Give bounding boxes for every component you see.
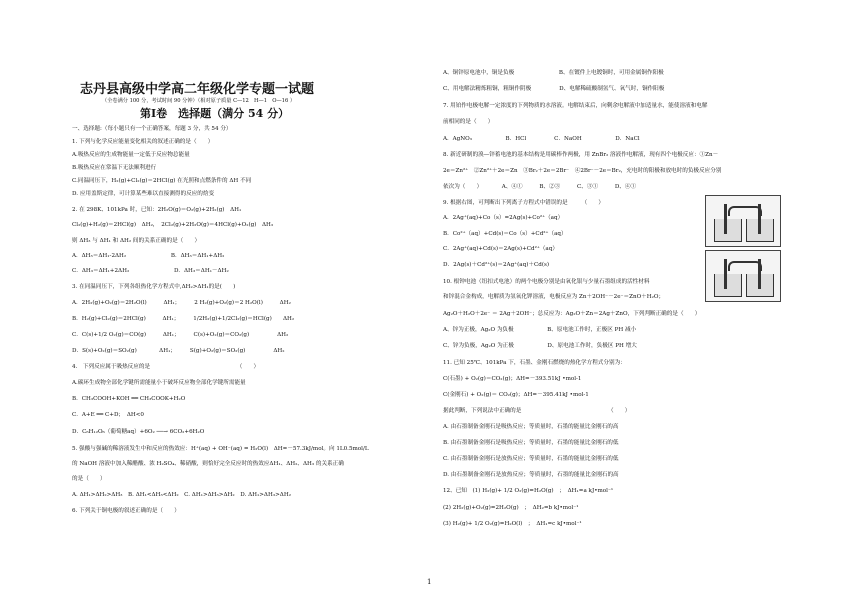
left-question-line: 5. 强酸与强碱的稀溶液发生中和反应的热效应：H⁺(aq) + OH⁻(aq) = H₂O(l) ΔH=－57.3kJ/mol。向 1L0.5mol/L — [72, 446, 369, 452]
right-question-line: 10. 根钟电池（纽扣式电池）的两个电极分别是由氧化银与少量石墨组成的活性材料 — [443, 279, 650, 285]
galvanic-cell-figure-bottom — [705, 250, 781, 302]
left-question-line: 3. 在同温同压下，下列各组热化学方程式中,ΔH₂>ΔH₁的是( ) — [72, 284, 236, 290]
left-question-line: D. 应用盖斯定律，可计算某些难以直接测得的反应的焓变 — [72, 191, 215, 197]
left-question-line: B．H₂(g)+Cl₂(g)＝2HCl(g) ΔH₁； 1/2H₂(g)+1/2Cl₂(g)＝HCl(g) ΔH₂ — [72, 316, 295, 322]
right-question-line: Ag₂O＋H₂O＋2e⁻ ＝ 2Ag＋2OH⁻；总反应为：Ag₂O＋Zn＝2Ag＋ZnO，下列判断正确的是（ ） — [443, 311, 701, 317]
right-question-line: B．Co²⁺（aq）+Cd(s)＝Co（s）+Cd²⁺（aq） — [443, 231, 567, 237]
right-question-line: A、铜锌原电池中，铜是负极 B、在镀件上电镀铜时，可用金属铜作阳极 — [443, 70, 664, 76]
right-question-line: 12、已知 (1) H₂(g)+ 1/2 O₂(g)=H₂O(g) ； ΔH₁=a kJ•mol⁻¹ — [443, 488, 614, 494]
left-question-line: 4. 下列反应属于吸热反应的是 （ ） — [72, 364, 260, 370]
galvanic-cell-figure-top — [705, 195, 781, 247]
left-question-line: 的是（ ） — [72, 476, 106, 482]
left-question-line: B.吸热反应在常温下无法顺利进行 — [72, 165, 157, 171]
left-question-line: C.同温同压下，H₂(g)+Cl₂(g)＝2HCl(g) 在光照和点燃条件的 ΔH 不同 — [72, 178, 252, 184]
left-question-line: C．C(s)+1/2 O₂(g)＝CO(g) ΔH₁； C(s)+O₂(g)＝CO₂(g) ΔH₂ — [72, 332, 289, 338]
left-question-line: A.吸热反应的生成物能量一定低于反应物总能量 — [72, 152, 190, 158]
left-question-line: A. ΔH₁>ΔH₂>ΔH₃ B. ΔH₁<ΔH₃<ΔH₂ C. ΔH₁>ΔH₃>ΔH₂ D. ΔH₁>ΔH₃>ΔH₂ — [72, 492, 291, 498]
left-question-line: A.碳环生成物全部化学键所需能量小于破坏反应物全部化学键所需能量 — [72, 380, 246, 386]
right-question-line: C(金刚石) + O₂(g)＝ CO₂(g)；ΔH=－395.41kJ •mol-1 — [443, 392, 589, 398]
left-question-line: 6. 下列关于铜电极的叙述正确的是（ ） — [72, 508, 180, 514]
left-question-line: D．S(s)+O₂(g)＝SO₂(g) ΔH₁； S(g)+O₂(g)＝SO₂(g) ΔH₂ — [72, 348, 285, 354]
right-question-line: D. 由石墨制备金刚石是放热反应；等质量时，石墨的能量比金刚石的高 — [443, 472, 619, 478]
left-question-line: A．ΔH₃＝ΔH₁-2ΔH₂ B．ΔH₃＝ΔH₁+ΔH₂ — [72, 253, 225, 259]
left-question-line: D．C₆H₁₂O₆（葡萄糖aq）+6O₂ ──→ 6CO₂+6H₂O — [72, 429, 205, 435]
part-title: 第Ⅰ卷 选择题（满分 54 分） — [140, 107, 290, 120]
right-question-line: A. 由石墨制备金刚石是吸热反应；等质量时，石墨的能量比金刚石的高 — [443, 424, 619, 430]
left-question-line: C．ΔH₃＝ΔH₁+2ΔH₂ D．ΔH₃＝ΔH₁－ΔH₂ — [72, 268, 229, 274]
right-question-line: C．2Ag⁺(aq)+Cd(s)＝2Ag(s)+Cd²⁺（aq） — [443, 246, 558, 252]
left-question-line: 1. 下列与化学反应能量变化相关的叙述正确的是（ ） — [72, 139, 214, 145]
right-question-line: 和锌混合金构成，电解质为氢氧化钾溶液，电极反应为 Zn＋2OH⁻－2e⁻＝ZnO＋H₂O； — [443, 294, 665, 300]
right-question-line: A．AgNO₃ B．HCl C．NaOH D．NaCl — [443, 136, 640, 142]
right-question-line: C. 由石墨制备金刚石是放热反应；等质量时，石墨的能量比金刚石的低 — [443, 456, 619, 462]
right-question-line: 11. 已知 25℃、101kPa 下，石墨、金刚石燃烧的热化学方程式分别为： — [443, 360, 626, 366]
left-question-line: A．2H₂(g)+O₂(g)＝2H₂O(l) ΔH₁； 2 H₂(g)+O₂(g)＝2 H₂O(l) ΔH₂ — [72, 300, 291, 306]
right-question-line: B. 由石墨制备金刚石是吸热反应；等质量时，石墨的能量比金刚石的低 — [443, 440, 619, 446]
left-question-line: 则 ΔH₃ 与 ΔH₁ 和 ΔH₂ 间的关系正确的是（ ） — [72, 238, 201, 244]
right-question-line: 2e＝Zn²⁺ ②Zn²⁺＋2e＝Zn ③Br₂＋2e＝2Br⁻ ④2Br⁻－2e＝Br₂，充电时的阳极和放电时的负极反应分别 — [443, 168, 722, 174]
right-question-line: (3) H₂(g)+ 1/2 O₂(g)=H₂O(l) ； ΔH₁=c kJ•mol⁻¹ — [443, 521, 582, 527]
left-question-line: Cl₂(g)+H₂(g)＝2HCl(g) ΔH₂， 2Cl₂(g)+2H₂O(g)＝4HCl(g)+O₂(g) ΔH₃ — [72, 222, 274, 228]
left-question-line: 的 NaOH 溶液中加入稀醋酸、浓 H₂SO₄、稀硝酸，则恰好完全反应时的热效应ΔH₁、ΔH₂、ΔH₃ 的关系正确 — [72, 461, 344, 467]
exam-subtitle: （全卷满分 100 分，考试时间 90 分钟）（相对原子质量 C—12 H—1 O—16 ） — [102, 98, 296, 104]
exam-title: 志丹县高级中学高二年级化学专题一试题 — [80, 82, 315, 97]
right-question-line: 9. 根据右图，可判断出下列离子方程式中错误的是 （ ） — [443, 200, 604, 206]
left-question-line: C．A+E ══ C+D； ΔH<0 — [72, 412, 144, 418]
right-question-line: C、用电解法精炼粗铜，粗铜作阴极 D、电解稀硫酸制氢气、氧气时，铜作阳极 — [443, 86, 665, 92]
section-intro: 一、选择题:（每小题只有一个正确答案，每题 3 分，共 54 分） — [72, 126, 232, 132]
right-question-line: 前相同的是（ ） — [443, 119, 494, 125]
right-question-line: 依次为（ ） A、④① B、②③ C、③① D、④① — [443, 184, 637, 190]
right-question-line: C(石墨) + O₂(g)＝CO₂(g)；ΔH=－393.51kJ •mol-1 — [443, 376, 582, 382]
right-question-line: A．2Ag⁺(aq)+Co（s）=2Ag(s)+Co²⁺（aq） — [443, 215, 564, 221]
right-question-line: A、锌为正极，Ag₂O 为负极 B、原电池工作时，正极区 PH 减小 — [443, 327, 637, 333]
right-question-line: C、锌为负极，Ag₂O 为正极 D、原电池工作时，负极区 PH 增大 — [443, 343, 637, 349]
page-number: 1 — [427, 578, 432, 586]
left-question-line: 2. 在 298K、101kPa 时，已知：2H₂O(g)＝O₂(g)+2H₂(g) ΔH₁ — [72, 207, 242, 213]
left-question-line: B．CH₃COOH+KOH ══ CH₃COOK+H₂O — [72, 396, 186, 402]
right-question-line: 7. 用铂作电极电解一定浓度的下列物质的水溶液。电解结束后，向剩余电解液中加适量水，能使溶液和电解 — [443, 103, 708, 109]
right-question-line: (2) 2H₂(g)+O₂(g)=2H₂O(g) ； ΔH₂=b kJ•mol⁻¹ — [443, 505, 579, 511]
right-question-line: D．2Ag(s)＋Cd²⁺(s)＝2Ag⁺(aq)＋Cd(s) — [443, 262, 550, 268]
right-question-line: 8. 新近研制的溴—锌蓄电池的基本结构是用碳棒作两极，用 ZnBr₂ 溶液作电解液，现有四个电极反应：①Zn－ — [443, 152, 719, 158]
right-question-line: 据此判断，下列说法中正确的是 （ ） — [443, 408, 631, 414]
